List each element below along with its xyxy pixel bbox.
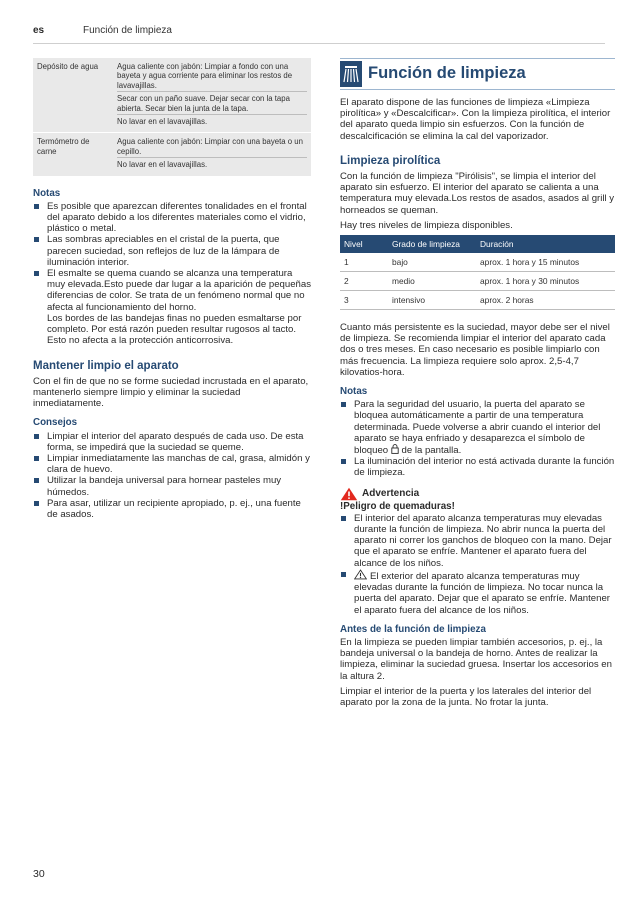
- dirt-level-text: Cuanto más persistente es la suciedad, mayor debe ser el nivel de limpieza. Se recomienda limpiar el interior del aparato cada dos o tres meses. En caso necesario es posible limpiarlo con más frecuencia. La limpieza requiere solo aprox. 2,5-4,7 kilovatios-hora.: [340, 322, 610, 378]
- pyrolytic-text: Con la función de limpieza "Pirólisis", se limpia el interior del aparato sin esfuerzo. El interior del aparato se calienta a una temperatura muy elevada.Los restos de asados, asados al grill y horneados se queman.: [340, 171, 615, 216]
- right-column: [340, 58, 615, 712]
- warning-subtitle: !Peligro de quemaduras!: [340, 500, 455, 512]
- page-number: 30: [33, 868, 45, 880]
- table-cell: intensivo: [388, 291, 476, 310]
- table-header-row: [340, 235, 615, 253]
- language-code: es: [33, 25, 45, 36]
- list-item: Utilizar la bandeja universal para hornear pasteles muy húmedos.: [33, 475, 311, 497]
- list-item: Para asar, utilizar un recipiente apropiado, p. ej., una fuente de asados.: [33, 498, 311, 520]
- warning-list: [340, 513, 615, 616]
- pyrolytic-heading: Limpieza pirolítica: [340, 154, 441, 167]
- warning-triangle-icon: [340, 487, 358, 501]
- table-row: [340, 253, 615, 272]
- care-label: Depósito de agua: [37, 62, 99, 71]
- table-cell: medio: [388, 272, 476, 291]
- notes-heading: Notas: [33, 187, 61, 199]
- list-item-text: Los bordes de las bandejas finas no pueden esmaltarse por completo. Por está razón pueden resultar rugosos al tacto. Esto no afecta a la protección anticorrosiva.: [47, 312, 302, 347]
- before-cleaning-text: En la limpieza se pueden limpiar también accesorios, p. ej., la bandeja universal o la bandeja de horno. Antes de realizar la limpieza, eliminar la suciedad gruesa. Insertar los accesorios en la altura 2.: [340, 636, 612, 682]
- list-item: Limpiar el interior del aparato después de cada uso. De esta forma, se impedirá que la suciedad se queme.: [33, 431, 311, 453]
- table-cell: 1: [340, 253, 388, 272]
- care-line: No lavar en el lavavajillas.: [117, 160, 208, 170]
- list-item: Es posible que aparezcan diferentes tonalidades en el frontal del aparato debido a los diferentes materiales como el vidrio, plástico o metal.: [33, 201, 311, 235]
- care-line: No lavar en el lavavajillas.: [117, 117, 208, 127]
- header-divider: [33, 43, 605, 44]
- section-title: Función de limpieza: [368, 64, 526, 83]
- levels-intro: Hay tres niveles de limpieza disponibles.: [340, 219, 513, 231]
- list-item-text: de la pantalla.: [401, 445, 462, 457]
- care-line: Secar con un paño suave. Dejar secar con la tapa abierta. Secar bien la junta de la tapa.: [117, 94, 307, 115]
- table-cell: 3: [340, 291, 388, 310]
- table-row: [33, 133, 311, 176]
- tips-list: [33, 431, 311, 521]
- table-cell: aprox. 1 hora y 30 minutos: [476, 272, 615, 291]
- column-header: Duración: [476, 235, 615, 253]
- table-cell: aprox. 1 hora y 15 minutos: [476, 253, 615, 272]
- list-item-text: Para la seguridad del usuario, la puerta del aparato se bloquea automáticamente a partir de una temperatura determinada. Puede volverse a abrir cuando el interior del aparato se haya enfriado y desaparezca el símbolo de bloqueo: [354, 399, 601, 457]
- header-section-title: Función de limpieza: [83, 25, 172, 36]
- list-item: Las sombras apreciables en el cristal de la puerta, que parecen suciedad, son reflejos de luz de la lámpara de iluminación interior.: [33, 234, 311, 268]
- cleaning-function-icon: [340, 61, 362, 87]
- table-row: [340, 272, 615, 291]
- tips-heading: Consejos: [33, 417, 78, 429]
- table-row: [340, 291, 615, 310]
- care-table: [33, 58, 311, 176]
- table-row: [33, 58, 311, 133]
- column-header: Grado de limpieza: [388, 235, 476, 253]
- table-cell: bajo: [388, 253, 476, 272]
- table-cell: aprox. 2 horas: [476, 291, 615, 310]
- list-item-text: El exterior del aparato alcanza temperaturas muy elevadas durante la función de limpieza. No tocar nunca la puerta del aparato. Dejar que el aparato se enfríe. Mantener el aparato fuera del alcance de los niños.: [354, 570, 610, 616]
- care-line: Agua caliente con jabón: Limpiar a fondo con una bayeta y agua corriente para eliminar los restos de lavavajillas.: [117, 62, 307, 92]
- table-cell: 2: [340, 272, 388, 291]
- page-header: [33, 25, 605, 37]
- notes-heading: Notas: [340, 386, 368, 398]
- warning-heading: [340, 487, 615, 501]
- list-item: Limpiar inmediatamente las manchas de cal, grasa, almidón y clara de huevo.: [33, 453, 311, 475]
- cleaning-intro: El aparato dispone de las funciones de limpieza «Limpieza pirolítica» y «Descalcificar». Con la limpieza pirolítica, el interior del aparato queda limpio sin esfuerzos. Con la función de descalcificación se elimina la cal del vaporizador.: [340, 97, 611, 142]
- keep-clean-intro: Con el fin de que no se forme suciedad incrustada en el aparato, mantenerlo siempre limpio y eliminar la suciedad inmediatamente.: [33, 375, 309, 410]
- column-header: Nivel: [340, 235, 388, 253]
- list-item: [340, 399, 615, 456]
- care-label: Termómetro de carne: [33, 133, 113, 176]
- list-item: La iluminación del interior no está activada durante la función de limpieza.: [340, 456, 615, 478]
- keep-clean-heading: Mantener limpio el aparato: [33, 359, 179, 372]
- care-cell: [113, 58, 311, 133]
- left-column: [33, 58, 311, 520]
- list-item-text: El esmalte se quema cuando se alcanza una temperatura muy elevada.Esto puede dar lugar a la aparición de pequeñas diferencias de color. Se trata de un fenómeno normal que no afecta al funcionamiento del horno.: [47, 268, 312, 313]
- before-cleaning-heading: Antes de la función de limpieza: [340, 623, 486, 635]
- care-cell: [113, 133, 311, 176]
- list-item: [340, 569, 615, 616]
- before-cleaning-text: Limpiar el interior de la puerta y los laterales del interior del aparato por la zona de la junta. No frotar la junta.: [340, 685, 592, 708]
- notes-list: [340, 399, 615, 478]
- care-line: Agua caliente con jabón: Limpiar con una bayeta o un cepillo.: [117, 137, 307, 158]
- warning-triangle-icon: [354, 569, 367, 580]
- lock-icon: [391, 444, 399, 454]
- warning-label: Advertencia: [362, 488, 420, 500]
- section-title-bar: [340, 58, 615, 90]
- list-item: [33, 268, 311, 346]
- list-item: El interior del aparato alcanza temperaturas muy elevadas durante la función de limpieza. No abrir nunca la puerta del aparato ni correr los ganchos de bloqueo con la mano. Dejar que el aparato se enfríe. Mantener el aparato fuera del alcance de los niños.: [340, 513, 615, 569]
- notes-list: [33, 201, 311, 347]
- levels-table: [340, 235, 615, 310]
